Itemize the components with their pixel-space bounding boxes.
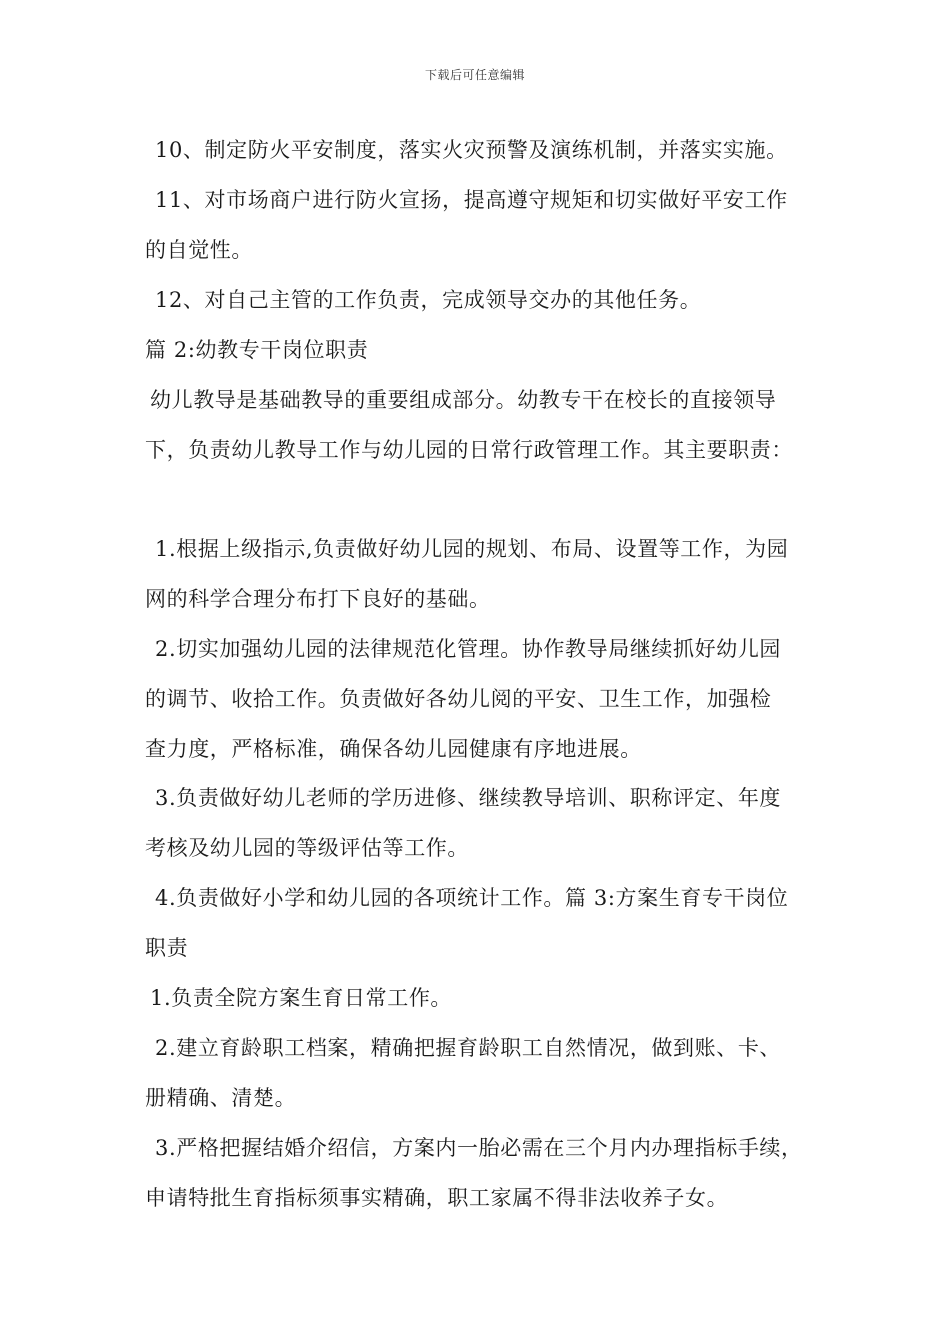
paragraph-line: 10、制定防火平安制度，落实火灾预警及演练机制，并落实实施。 bbox=[155, 138, 788, 162]
paragraph-line: 下，负责幼儿教导工作与幼儿园的日常行政管理工作。其主要职责： bbox=[145, 438, 793, 462]
paragraph-line: 考核及幼儿园的等级评估等工作。 bbox=[145, 836, 469, 860]
paragraph-line: 2.切实加强幼儿园的法律规范化管理。协作教导局继续抓好幼儿园 bbox=[155, 637, 782, 661]
paragraph-line: 12、对自己主管的工作负责，完成领导交办的其他任务。 bbox=[155, 288, 702, 312]
paragraph-line: 幼儿教导是基础教导的重要组成部分。幼教专干在校长的直接领导 bbox=[150, 388, 777, 412]
paragraph-line: 3.严格把握结婚介绍信，方案内一胎必需在三个月内办理指标手续， bbox=[155, 1136, 803, 1160]
paragraph-line: 职责 bbox=[145, 936, 189, 960]
paragraph-line: 1.负责全院方案生育日常工作。 bbox=[150, 986, 453, 1010]
section-heading: 篇 2:幼教专干岗位职责 bbox=[145, 338, 369, 362]
paragraph-line: 查力度，严格标准，确保各幼儿园健康有序地进展。 bbox=[145, 737, 642, 761]
paragraph-line: 的调节、收拾工作。负责做好各幼儿阅的平安、卫生工作，加强检 bbox=[145, 687, 772, 711]
paragraph-line: 申请特批生育指标须事实精确，职工家属不得非法收养子女。 bbox=[145, 1186, 729, 1210]
paragraph-line: 2.建立育龄职工档案，精确把握育龄职工自然情况，做到账、卡、 bbox=[155, 1036, 782, 1060]
page-header: 下载后可任意编辑 bbox=[424, 68, 525, 82]
paragraph-line: 册精确、清楚。 bbox=[145, 1086, 297, 1110]
paragraph-line: 1.根据上级指示,负责做好幼儿园的规划、布局、设置等工作，为园 bbox=[155, 537, 789, 561]
paragraph-line: 4.负责做好小学和幼儿园的各项统计工作。篇 3:方案生育专干岗位 bbox=[155, 886, 789, 910]
paragraph-line: 11、对市场商户进行防火宣扬，提高遵守规矩和切实做好平安工作 bbox=[155, 188, 788, 212]
paragraph-line: 的自觉性。 bbox=[145, 238, 253, 262]
paragraph-line: 3.负责做好幼儿老师的学历进修、继续教导培训、职称评定、年度 bbox=[155, 786, 782, 810]
paragraph-line: 网的科学合理分布打下良好的基础。 bbox=[145, 587, 491, 611]
